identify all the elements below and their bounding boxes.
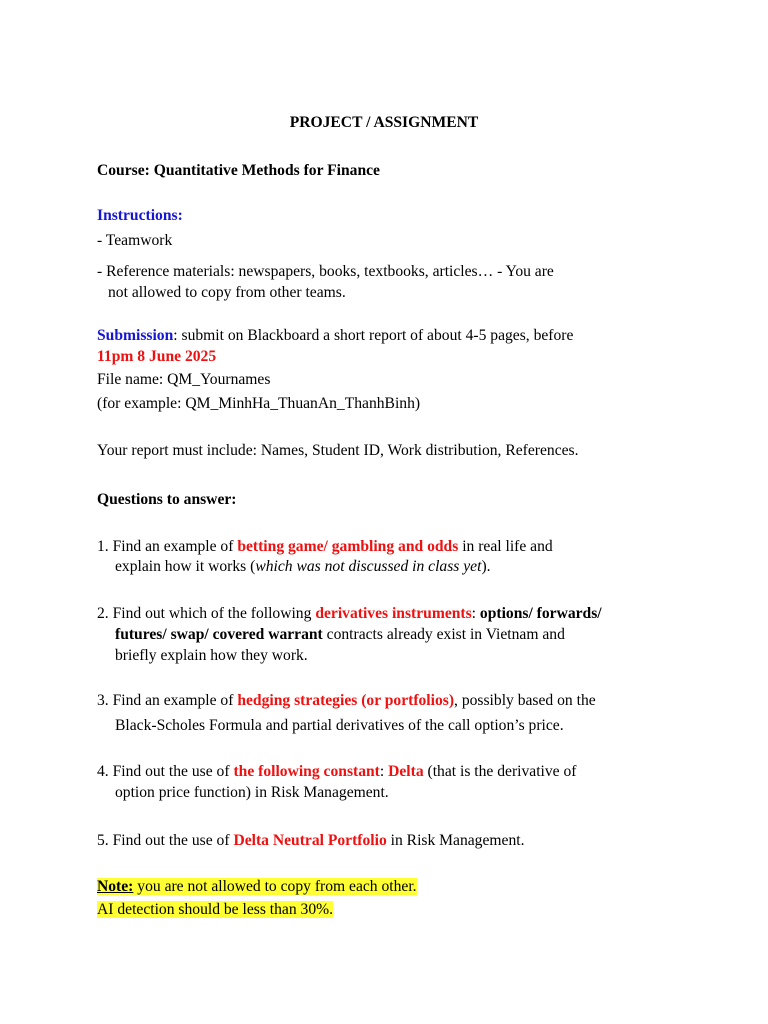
q2-text-b: contracts already exist in Vietnam and (322, 626, 565, 643)
q2-text-a: 2. Find out which of the following (97, 605, 316, 622)
submission-label: Submission (97, 327, 174, 344)
questions-heading: Questions to answer: (97, 491, 237, 508)
submission-line (97, 325, 697, 346)
q3-text-b: , possibly based on the (454, 692, 596, 709)
instruction-teamwork: - Teamwork (97, 232, 173, 249)
q4-highlight: the following constant (233, 763, 380, 780)
q4-delta: Delta (388, 763, 424, 780)
question-4-line1 (97, 761, 697, 782)
q2-bold-2: futures/ swap/ covered warrant (115, 626, 323, 643)
file-name-line: File name: QM_Yournames (97, 371, 271, 388)
q5-text-a: 5. Find out the use of (97, 832, 234, 849)
q5-text-b: in Risk Management. (386, 832, 525, 849)
question-1-line1 (97, 536, 697, 557)
file-name-example: (for example: QM_MinhHa_ThuanAn_ThanhBinh) (97, 395, 421, 412)
q3-text-a: 3. Find an example of (97, 692, 238, 709)
note-label: Note: (97, 878, 134, 895)
q2-bold-1: options/ forwards/ (479, 605, 602, 622)
question-5-line1 (97, 830, 697, 851)
q1-text-d: ). (481, 558, 491, 575)
q4-colon: : (379, 763, 389, 780)
question-2-line3: briefly explain how they work. (115, 647, 308, 664)
note-line (97, 876, 697, 897)
submission-deadline: 11pm 8 June 2025 (97, 348, 217, 365)
question-3-line2: Black-Scholes Formula and partial derivatives of the call option’s price. (115, 717, 564, 734)
q1-highlight: betting game/ gambling and odds (237, 538, 459, 555)
q4-text-a: 4. Find out the use of (97, 763, 234, 780)
q4-text-b: (that is the derivative of (423, 763, 577, 780)
note-highlight (97, 878, 417, 895)
question-1-line2 (97, 556, 715, 577)
q1-italic: which was not discussed in class yet (255, 558, 482, 575)
q1-text-b: in real life and (458, 538, 553, 555)
q2-colon: : (471, 605, 480, 622)
ai-detection-text: AI detection should be less than 30%. (97, 901, 334, 918)
note-text: you are not allowed to copy from each other. (133, 878, 417, 895)
q1-text-a: 1. Find an example of (97, 538, 238, 555)
page-title: PROJECT / ASSIGNMENT (289, 114, 479, 131)
q1-text-c: explain how it works ( (115, 558, 256, 575)
course-line: Course: Quantitative Methods for Finance (97, 162, 380, 179)
report-include-line: Your report must include: Names, Student ID, Work distribution, References. (97, 442, 579, 459)
question-4-line2: option price function) in Risk Management. (115, 784, 389, 801)
question-2-line1 (97, 603, 697, 624)
instruction-reference-line2: not allowed to copy from other teams. (108, 284, 346, 301)
question-3-line1 (97, 690, 697, 711)
q5-highlight: Delta Neutral Portfolio (233, 832, 387, 849)
submission-text: : submit on Blackboard a short report of about 4-5 pages, before (173, 327, 574, 344)
question-2-line2 (97, 624, 715, 645)
q2-highlight: derivatives instruments (315, 605, 472, 622)
q3-highlight: hedging strategies (or portfolios) (237, 692, 455, 709)
ai-detection-line (97, 899, 697, 920)
instruction-reference-line1: - Reference materials: newspapers, books, textbooks, articles… - You are (97, 263, 554, 280)
instructions-heading: Instructions: (97, 207, 183, 224)
